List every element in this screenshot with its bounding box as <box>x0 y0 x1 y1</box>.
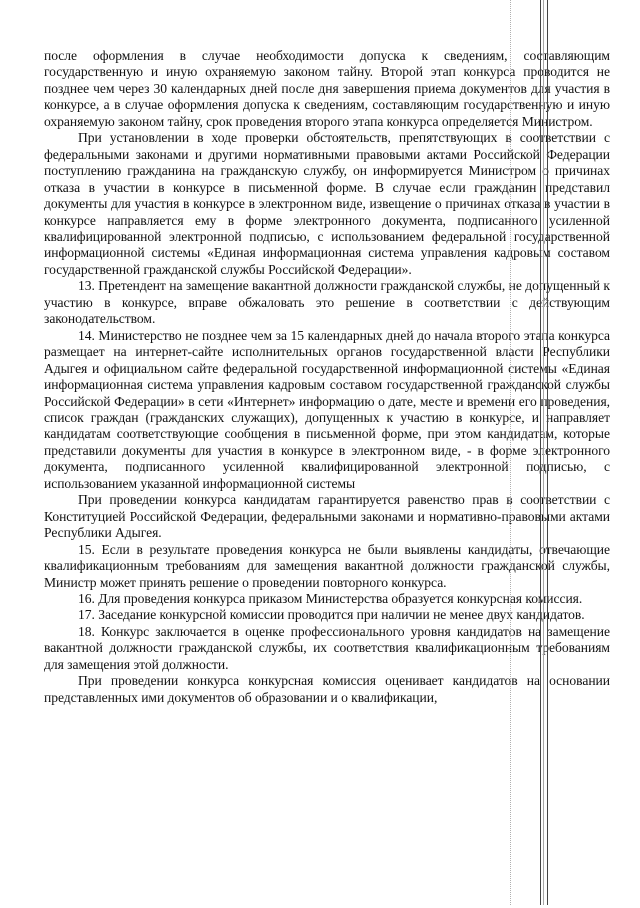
paragraph-continuation: после оформления в случае необходимости допуска к сведениям, составляющим государственную и иную охраняемую законом тайну. Второй этап конкурса проводится не позднее чем через 30 календарных дней после дня завершения приема документов для участия в конкурсе, а в случае оформления допуска к сведениям, составляющим государственную и иную охраняемую законом тайну, срок проведения второго этапа конкурса определяется Министром. <box>44 48 610 129</box>
paragraph-evaluation: При проведении конкурса конкурсная комиссия оценивает кандидатов на основании представленных ими документов об образовании и о квалификации, <box>44 673 610 705</box>
paragraph-refusal-notice: При установлении в ходе проверки обстоятельств, препятствующих в соответствии с федеральными законами и другими нормативными правовыми актами Российской Федерации поступлению гражданина на гражданскую службу, он информируется Министром о причинах отказа в участии в конкурсе в письменной форме. В случае если гражданин представил документы для участия в конкурсе в электронном виде, извещение о причинах отказа в участии в конкурсе направляется ему в форме электронного документа, подписанного усиленной квалифицированной электронной подписью, с использованием федеральной государственной информационной системы «Единая информационная система управления кадровым составом государственной гражданской службы Российской Федерации». <box>44 130 610 277</box>
document-page <box>44 48 610 908</box>
scan-artifact-line <box>540 0 541 905</box>
paragraph-17: 17. Заседание конкурсной комиссии проводится при наличии не менее двух кандидатов. <box>78 607 585 623</box>
paragraph-15: 15. Если в результате проведения конкурса не были выявлены кандидаты, отвечающие квалификационным требованиям для замещения вакантной должности гражданской службы, Министр может принять решение о проведении повторного конкурса. <box>44 541 610 590</box>
paragraph-16: 16. Для проведения конкурса приказом Министерства образуется конкурсная комиссия. <box>78 590 583 606</box>
paragraph-equality: При проведении конкурса кандидатам гарантируется равенство прав в соответствии с Конституцией Российской Федерации, федеральными законами и нормативно-правовыми актами Республики Адыгея. <box>44 492 610 541</box>
scan-artifact-line <box>543 0 544 905</box>
paragraph-13: 13. Претендент на замещение вакантной должности гражданской службы, не допущенный к участию в конкурсе, вправе обжаловать это решение в соответствии с действующим законодательством. <box>44 278 610 327</box>
paragraph-18: 18. Конкурс заключается в оценке профессионального уровня кандидатов на замещение вакантной должности гражданской службы, их соответствия квалификационным требованиям для замещения этой должности. <box>44 623 610 672</box>
paragraph-14: 14. Министерство не позднее чем за 15 календарных дней до начала второго этапа конкурса размещает на интернет-сайте исполнительных органов государственной власти Республики Адыгея и официальном сайте федеральной государственной информационной системы «Единая информационная система управления кадровым составом государственной гражданской службы Российской Федерации» в сети «Интернет» информацию о дате, месте и времени его проведения, список граждан (гражданских служащих), допущенных к участию в конкурсе, и направляет кандидатам соответствующие сообщения в письменной форме, при этом кандидатам, которые представили документы для участия в конкурсе в электронном виде, - в форме электронного документа, подписанного усиленной квалифицированной электронной подписью, с использованием указанной информационной системы <box>44 327 610 491</box>
scan-artifact-line <box>547 0 548 905</box>
scan-artifact-line <box>510 0 511 905</box>
